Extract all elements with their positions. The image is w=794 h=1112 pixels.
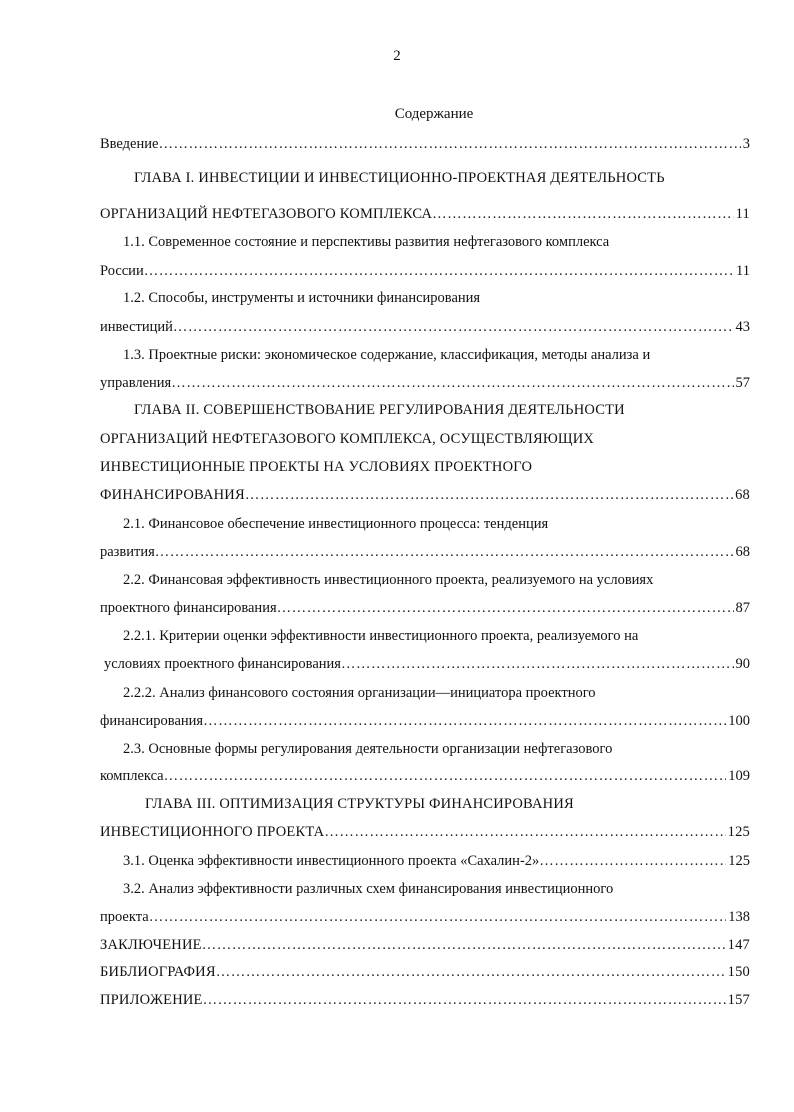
toc-page-number: 157	[727, 992, 750, 1008]
leader-dots	[144, 262, 734, 280]
section-1-3-line1: 1.3. Проектные риски: экономическое содержание, классификация, методы анализа и	[123, 347, 651, 363]
leader-dots	[216, 963, 726, 981]
section-2-2-line1: 2.2. Финансовая эффективность инвестиционного проекта, реализуемого на условиях	[123, 572, 654, 588]
toc-entry-label: инвестиций	[100, 319, 173, 335]
toc-entry-section-1-1[interactable]	[100, 262, 750, 280]
toc-entry-label: 3.1. Оценка эффективности инвестиционного проекта «Сахалин-2»	[123, 853, 540, 869]
section-2-2-1-line1: 2.2.1. Критерии оценки эффективности инвестиционного проекта, реализуемого на	[123, 628, 639, 644]
leader-dots	[202, 936, 726, 954]
leader-dots	[277, 599, 734, 617]
toc-entry-bibliography[interactable]	[100, 963, 750, 981]
toc-entry-label: Введение	[100, 136, 159, 152]
leader-dots	[171, 374, 733, 392]
chapter-3-heading-line1: ГЛАВА III. ОПТИМИЗАЦИЯ СТРУКТУРЫ ФИНАНСИРОВАНИЯ	[145, 796, 574, 812]
toc-page-number: 57	[735, 375, 750, 391]
toc-entry-chapter-2[interactable]	[100, 486, 750, 504]
toc-entry-label: развития	[100, 544, 155, 560]
leader-dots	[245, 486, 733, 504]
chapter-2-heading-line1: ГЛАВА II. СОВЕРШЕНСТВОВАНИЕ РЕГУЛИРОВАНИЯ ДЕЯТЕЛЬНОСТИ	[134, 402, 625, 418]
toc-entry-label: проекта	[100, 909, 149, 925]
toc-page-number: 125	[728, 853, 750, 869]
toc-entry-label: ОРГАНИЗАЦИЙ НЕФТЕГАЗОВОГО КОМПЛЕКСА	[100, 206, 433, 222]
toc-page-number: 147	[727, 937, 750, 953]
toc-page-number: 100	[728, 713, 750, 729]
section-2-3-line1: 2.3. Основные формы регулирования деятельности организации нефтегазового	[123, 741, 613, 757]
leader-dots	[324, 823, 725, 841]
leader-dots	[539, 852, 726, 870]
toc-page-number: 11	[735, 206, 750, 222]
toc-entry-label: ИНВЕСТИЦИОННОГО ПРОЕКТА	[100, 824, 325, 840]
toc-entry-label: ФИНАНСИРОВАНИЯ	[100, 487, 245, 503]
toc-page-number: 11	[736, 263, 750, 279]
toc-entry-chapter-1[interactable]	[100, 205, 750, 223]
toc-page-number: 150	[727, 964, 750, 980]
leader-dots	[164, 767, 727, 785]
toc-entry-conclusion[interactable]	[100, 936, 750, 954]
toc-page-number: 68	[735, 544, 750, 560]
leader-dots	[158, 135, 740, 153]
toc-page-number: 109	[728, 768, 750, 784]
toc-entry-label: условиях проектного финансирования	[104, 656, 341, 672]
toc-entry-label: управления	[100, 375, 172, 391]
leader-dots	[149, 908, 727, 926]
chapter-1-heading-line1: ГЛАВА I. ИНВЕСТИЦИИ И ИНВЕСТИЦИОННО-ПРОЕКТНАЯ ДЕЯТЕЛЬНОСТЬ	[134, 170, 665, 186]
section-3-2-line1: 3.2. Анализ эффективности различных схем финансирования инвестиционного	[123, 881, 614, 897]
section-1-1-line1: 1.1. Современное состояние и перспективы развития нефтегазового комплекса	[123, 234, 610, 250]
chapter-2-heading-line2: ОРГАНИЗАЦИЙ НЕФТЕГАЗОВОГО КОМПЛЕКСА, ОСУЩЕСТВЛЯЮЩИХ	[100, 431, 595, 447]
toc-entry-label: ЗАКЛЮЧЕНИЕ	[100, 937, 202, 953]
toc-page-number: 3	[742, 136, 750, 152]
toc-entry-section-2-2-2[interactable]	[100, 712, 750, 730]
section-2-1-line1: 2.1. Финансовое обеспечение инвестиционного процесса: тенденция	[123, 516, 549, 532]
section-1-2-line1: 1.2. Способы, инструменты и источники финансирования	[123, 290, 481, 306]
toc-entry-section-2-2-1[interactable]	[104, 655, 750, 673]
toc-entry-label: проектного финансирования	[100, 600, 277, 616]
toc-entry-section-1-3[interactable]	[100, 374, 750, 392]
toc-entry-chapter-3[interactable]	[100, 823, 750, 841]
toc-entry-section-2-2[interactable]	[100, 599, 750, 617]
toc-page-number: 68	[735, 487, 750, 503]
leader-dots	[341, 655, 734, 673]
toc-entry-label: России	[100, 263, 144, 279]
toc-page-number: 87	[735, 600, 750, 616]
chapter-2-heading-line3: ИНВЕСТИЦИОННЫЕ ПРОЕКТЫ НА УСЛОВИЯХ ПРОЕКТНОГО	[100, 459, 533, 475]
page-number: 2	[393, 48, 401, 64]
leader-dots	[203, 991, 726, 1009]
toc-entry-section-3-1[interactable]	[123, 852, 750, 870]
toc-title: Содержание	[394, 106, 474, 122]
leader-dots	[173, 318, 734, 336]
toc-entry-section-1-2[interactable]	[100, 318, 750, 336]
toc-entry-label: комплекса	[100, 768, 164, 784]
toc-entry-introduction[interactable]	[100, 135, 750, 153]
toc-page-number: 90	[735, 656, 750, 672]
leader-dots	[203, 712, 726, 730]
leader-dots	[155, 543, 734, 561]
toc-page-number: 125	[727, 824, 750, 840]
leader-dots	[432, 205, 733, 223]
toc-entry-section-3-2[interactable]	[100, 908, 750, 926]
toc-entry-section-2-3[interactable]	[100, 767, 750, 785]
toc-entry-appendix[interactable]	[100, 991, 750, 1009]
toc-entry-label: БИБЛИОГРАФИЯ	[100, 964, 216, 980]
toc-entry-label: финансирования	[100, 713, 204, 729]
toc-entry-section-2-1[interactable]	[100, 543, 750, 561]
toc-page-number: 138	[728, 909, 750, 925]
toc-entry-label: ПРИЛОЖЕНИЕ	[100, 992, 203, 1008]
toc-page-number: 43	[735, 319, 750, 335]
section-2-2-2-line1: 2.2.2. Анализ финансового состояния организации—инициатора проектного	[123, 685, 596, 701]
